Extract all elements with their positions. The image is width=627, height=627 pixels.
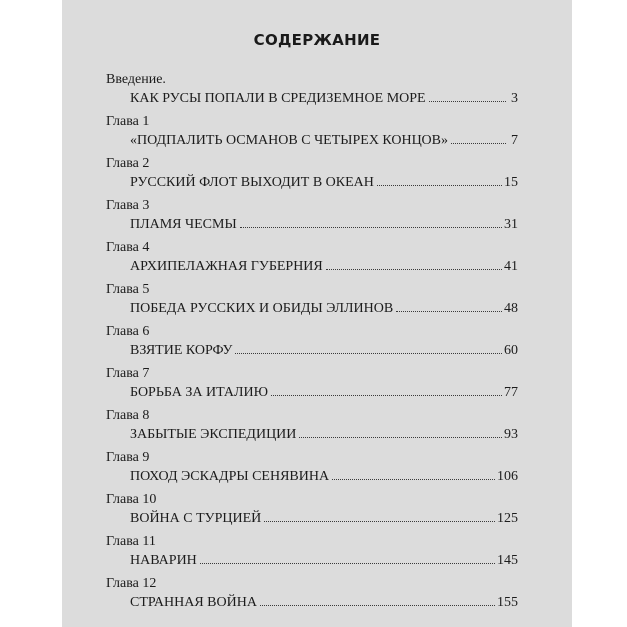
chapter-label: Глава 4	[106, 240, 150, 255]
dot-leader	[240, 226, 502, 228]
dot-leader	[451, 142, 506, 144]
toc-entry	[106, 240, 518, 282]
page-number: 155	[497, 595, 518, 610]
page-number: 41	[504, 259, 518, 274]
toc-line	[130, 468, 518, 486]
chapter-label: Глава 7	[106, 366, 150, 381]
chapter-title: ВОЙНА С ТУРЦИЕЙ	[130, 511, 262, 526]
dot-leader	[271, 394, 502, 396]
dot-leader	[396, 310, 502, 312]
toc-line	[130, 90, 518, 108]
page-number: 93	[504, 427, 518, 442]
chapter-title: КАК РУСЫ ПОПАЛИ В СРЕДИЗЕМНОЕ МОРЕ	[130, 91, 426, 106]
toc-entry	[106, 156, 518, 198]
toc-line	[130, 258, 518, 276]
table-of-contents	[106, 72, 518, 618]
dot-leader	[235, 352, 502, 354]
dot-leader	[377, 184, 502, 186]
chapter-label: Глава 6	[106, 324, 150, 339]
chapter-label: Введение.	[106, 72, 166, 87]
page-number: 106	[497, 469, 518, 484]
toc-line	[130, 342, 518, 360]
page-number: 125	[497, 511, 518, 526]
toc-entry	[106, 450, 518, 492]
book-page	[62, 0, 572, 627]
toc-line	[130, 594, 518, 612]
toc-line	[130, 426, 518, 444]
page-number: 31	[504, 217, 518, 232]
toc-line	[130, 552, 518, 570]
chapter-title: ЗАБЫТЫЕ ЭКСПЕДИЦИИ	[130, 427, 297, 442]
chapter-title: БОРЬБА ЗА ИТАЛИЮ	[130, 385, 269, 400]
page-number: 145	[497, 553, 518, 568]
chapter-title: СТРАННАЯ ВОЙНА	[130, 595, 257, 610]
toc-entry	[106, 324, 518, 366]
toc-entry	[106, 114, 518, 156]
toc-line	[130, 216, 518, 234]
chapter-title: «ПОДПАЛИТЬ ОСМАНОВ С ЧЕТЫРЕХ КОНЦОВ»	[130, 133, 449, 148]
chapter-title: РУССКИЙ ФЛОТ ВЫХОДИТ В ОКЕАН	[130, 175, 374, 190]
chapter-title: ПОХОД ЭСКАДРЫ СЕНЯВИНА	[130, 469, 330, 484]
chapter-label: Глава 12	[106, 576, 157, 591]
toc-entry	[106, 576, 518, 618]
page-number: 15	[504, 175, 518, 190]
chapter-label: Глава 2	[106, 156, 150, 171]
chapter-label: Глава 3	[106, 198, 150, 213]
chapter-label: Глава 9	[106, 450, 150, 465]
chapter-label: Глава 5	[106, 282, 150, 297]
chapter-label: Глава 1	[106, 114, 150, 129]
dot-leader	[429, 100, 506, 102]
toc-entry	[106, 198, 518, 240]
toc-entry	[106, 408, 518, 450]
page-title: СОДЕРЖАНИЕ	[253, 31, 381, 49]
dot-leader	[326, 268, 502, 270]
toc-entry	[106, 534, 518, 576]
chapter-title: АРХИПЕЛАЖНАЯ ГУБЕРНИЯ	[130, 259, 323, 274]
page-number: 7	[511, 133, 518, 148]
chapter-title: ВЗЯТИЕ КОРФУ	[130, 343, 233, 358]
toc-line	[130, 300, 518, 318]
dot-leader	[260, 604, 495, 606]
toc-entry	[106, 492, 518, 534]
dot-leader	[299, 436, 502, 438]
toc-line	[130, 384, 518, 402]
dot-leader	[264, 520, 495, 522]
toc-entry	[106, 72, 518, 114]
chapter-label: Глава 11	[106, 534, 156, 549]
chapter-title: ПОБЕДА РУССКИХ И ОБИДЫ ЭЛЛИНОВ	[130, 301, 394, 316]
toc-line	[130, 174, 518, 192]
toc-line	[130, 510, 518, 528]
chapter-title: НАВАРИН	[130, 553, 197, 568]
toc-line	[130, 132, 518, 150]
dot-leader	[332, 478, 495, 480]
chapter-label: Глава 8	[106, 408, 150, 423]
toc-entry	[106, 366, 518, 408]
page-number: 77	[504, 385, 518, 400]
dot-leader	[200, 562, 495, 564]
page-number: 60	[504, 343, 518, 358]
toc-entry	[106, 282, 518, 324]
page-number: 48	[504, 301, 518, 316]
chapter-title: ПЛАМЯ ЧЕСМЫ	[130, 217, 237, 232]
page-number: 3	[511, 91, 518, 106]
chapter-label: Глава 10	[106, 492, 157, 507]
